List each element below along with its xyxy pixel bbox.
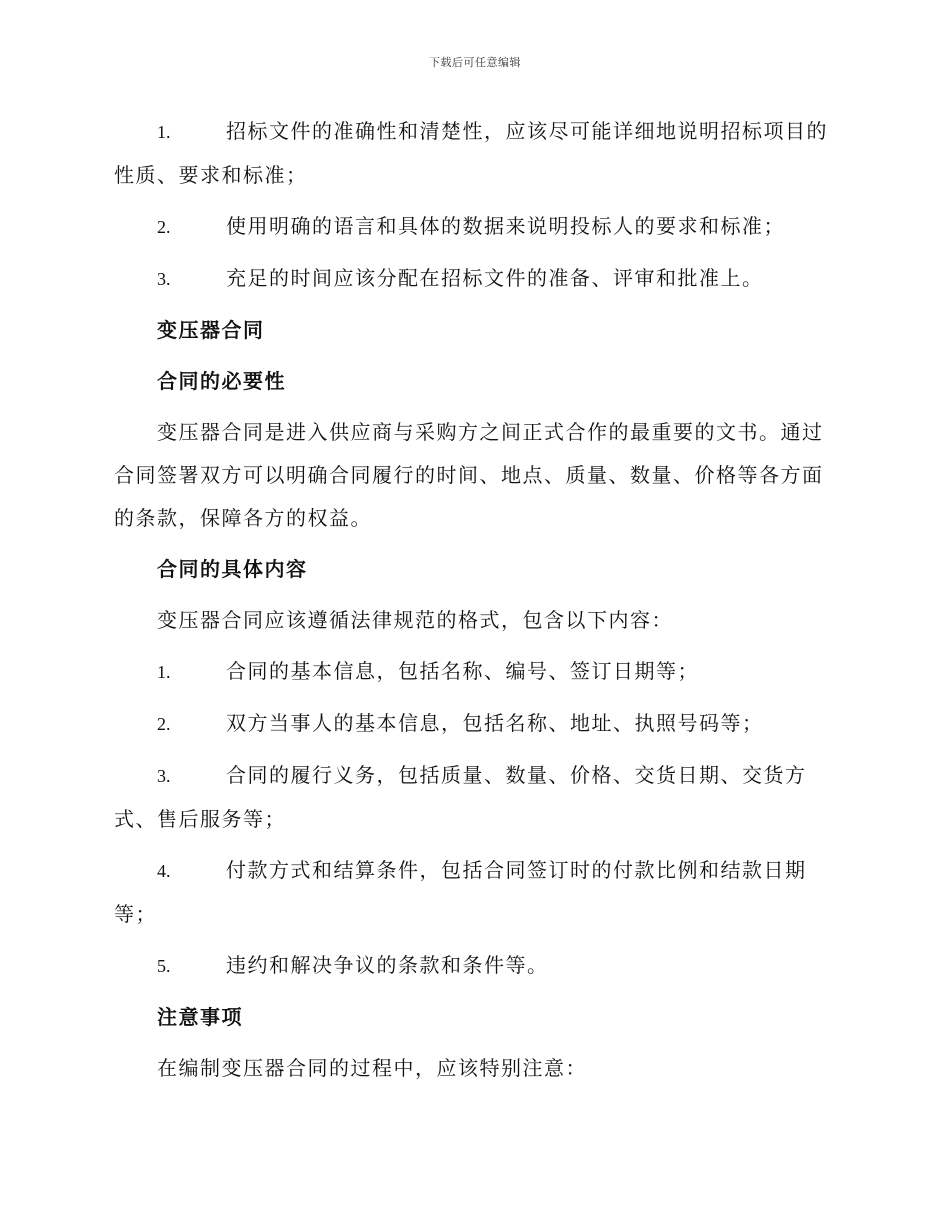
list-item (114, 702, 834, 746)
list-text: 使用明确的语言和具体的数据来说明投标人的要求和标准； (226, 214, 785, 238)
section-heading: 合同的必要性 (157, 369, 286, 393)
list-item (114, 754, 834, 841)
paragraph: 变压器合同应该遵循法律规范的格式，包含以下内容： (157, 608, 673, 632)
list-number: 3. (157, 766, 171, 786)
page-header: 下载后可任意编辑 (429, 56, 521, 69)
list-item (114, 944, 834, 988)
list-number: 4. (157, 861, 171, 881)
section-heading: 变压器合同 (157, 318, 265, 342)
list-item (114, 110, 834, 197)
list-text: 双方当事人的基本信息，包括名称、地址、执照号码等； (226, 711, 764, 735)
list-text: 充足的时间应该分配在招标文件的准备、评审和批准上。 (226, 266, 764, 290)
list-number: 3. (157, 269, 171, 289)
list-text: 合同的基本信息，包括名称、编号、签订日期等； (226, 659, 699, 683)
document-body (114, 110, 834, 1098)
list-text: 违约和解决争议的条款和条件等。 (226, 953, 549, 977)
list-number: 2. (157, 217, 171, 237)
list-number: 1. (157, 662, 171, 682)
list-text: 付款方式和结算条件，包括合同签订时的付款比例和结款日期等； (114, 858, 807, 926)
paragraph: 变压器合同是进入供应商与采购方之间正式合作的最重要的文书。通过合同签署双方可以明确合同履行的时间、地点、质量、数量、价格等各方面的条款，保障各方的权益。 (114, 420, 824, 530)
section-heading: 合同的具体内容 (157, 557, 308, 581)
paragraph: 在编制变压器合同的过程中，应该特别注意： (157, 1056, 587, 1080)
list-item (114, 849, 834, 936)
section-heading: 注意事项 (157, 1005, 243, 1029)
list-item (114, 650, 834, 694)
list-item (114, 257, 834, 301)
list-text: 合同的履行义务，包括质量、数量、价格、交货日期、交货方式、售后服务等； (114, 763, 807, 831)
list-number: 5. (157, 956, 171, 976)
list-item (114, 205, 834, 249)
list-text: 招标文件的准确性和清楚性，应该尽可能详细地说明招标项目的性质、要求和标准； (114, 119, 828, 187)
list-number: 1. (157, 122, 171, 142)
list-number: 2. (157, 714, 171, 734)
